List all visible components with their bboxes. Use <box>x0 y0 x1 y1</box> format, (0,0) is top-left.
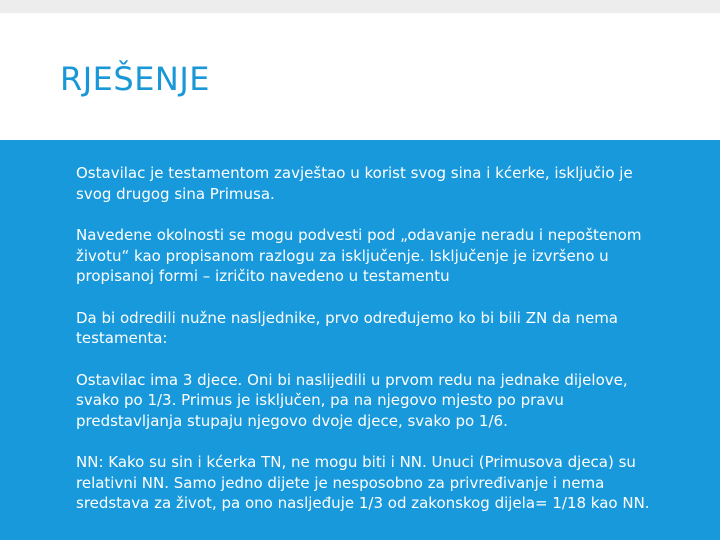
bullet-item <box>58 452 658 514</box>
bullet-item <box>58 225 658 287</box>
bullet-text: Da bi odredili nužne nasljednike, prvo određujemo ko bi bili ZN da nema testamenta: <box>76 308 618 347</box>
bullet-text: Ostavilac je testamentom zavještao u korist svog sina i kćerke, isključio je svog drugog sina Primusa. <box>76 164 633 203</box>
bullet-item <box>58 163 658 204</box>
slide-title: RJEŠENJE <box>60 60 211 98</box>
bullet-text: Ostavilac ima 3 djece. Oni bi naslijedili u prvom redu na jednake dijelove, svako po 1/3. Primus je isključen, pa na njegovo mjesto po pravu predstavljanja stupaju njegovo dvoje djece, svako po 1/6. <box>76 370 628 430</box>
bullet-item <box>58 370 658 432</box>
bullet-list <box>58 163 658 535</box>
bullet-text: Navedene okolnosti se mogu podvesti pod „odavanje neradu i nepoštenom životu“ kao propisanom razlogu za isključenje. Isključenje je izvršeno u propisanoj formi – izričito navedeno u testamentu <box>76 226 642 285</box>
bullet-item <box>58 308 658 349</box>
bullet-text: NN: Kako su sin i kćerka TN, ne mogu biti i NN. Unuci (Primusova djeca) su relativni NN. Samo jedno dijete je nesposobno za privređivanje i nema sredstava za život, pa ono nasljeđuje 1/3 od zakonskog dijela= 1/18 kao NN. <box>76 453 650 512</box>
